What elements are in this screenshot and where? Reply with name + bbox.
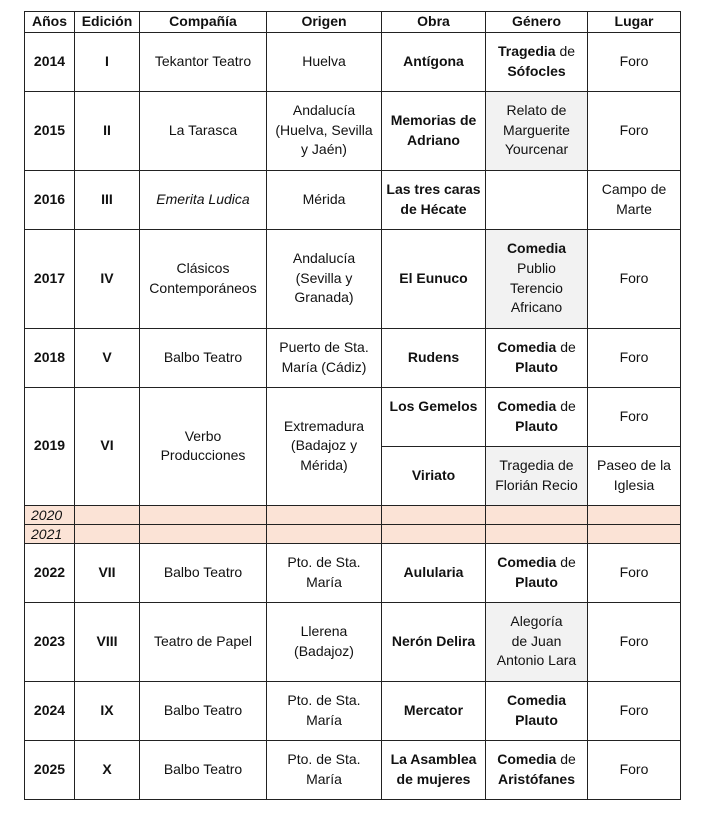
table-row bbox=[25, 740, 681, 799]
origin-cell: Andalucía (Huelva, Sevilla y Jaén) bbox=[267, 91, 382, 170]
year-cell: 2017 bbox=[25, 229, 75, 328]
work-cell: Viriato bbox=[382, 446, 486, 505]
festival-editions-table bbox=[24, 11, 681, 800]
place-cell: Foro bbox=[588, 602, 681, 681]
table-row bbox=[25, 229, 681, 328]
empty-cell bbox=[75, 524, 140, 543]
place-cell: Foro bbox=[588, 740, 681, 799]
company-cell: Balbo Teatro bbox=[140, 740, 267, 799]
table-row bbox=[25, 387, 681, 446]
empty-cell bbox=[486, 524, 588, 543]
table-row bbox=[25, 328, 681, 387]
empty-cell bbox=[486, 505, 588, 524]
company-cell: Balbo Teatro bbox=[140, 681, 267, 740]
table-row bbox=[25, 32, 681, 91]
edition-cell: II bbox=[75, 91, 140, 170]
origin-cell: Pto. de Sta. María bbox=[267, 681, 382, 740]
genre-cell: Comedia Plauto bbox=[486, 681, 588, 740]
year-cell: 2016 bbox=[25, 170, 75, 229]
genre-cell: Comedia de Plauto bbox=[486, 543, 588, 602]
place-cell: Foro bbox=[588, 91, 681, 170]
work-cell: Las tres caras de Hécate bbox=[382, 170, 486, 229]
year-cell: 2018 bbox=[25, 328, 75, 387]
header-row bbox=[25, 12, 681, 33]
edition-cell: V bbox=[75, 328, 140, 387]
empty-cell bbox=[382, 524, 486, 543]
edition-cell: III bbox=[75, 170, 140, 229]
place-cell: Foro bbox=[588, 328, 681, 387]
empty-cell bbox=[382, 505, 486, 524]
genre-cell: Tragedia de Sófocles bbox=[486, 32, 588, 91]
empty-cell bbox=[140, 524, 267, 543]
genre-cell: Comedia de Plauto bbox=[486, 328, 588, 387]
origin-cell: Pto. de Sta. María bbox=[267, 543, 382, 602]
place-cell: Foro bbox=[588, 543, 681, 602]
year-cell: 2022 bbox=[25, 543, 75, 602]
edition-cell: I bbox=[75, 32, 140, 91]
work-cell: Aulularia bbox=[382, 543, 486, 602]
company-cell: Balbo Teatro bbox=[140, 328, 267, 387]
header-origen: Origen bbox=[267, 12, 382, 33]
edition-cell: VII bbox=[75, 543, 140, 602]
empty-cell bbox=[588, 524, 681, 543]
company-cell: Teatro de Papel bbox=[140, 602, 267, 681]
origin-cell: Extremadura (Badajoz y Mérida) bbox=[267, 387, 382, 505]
empty-cell bbox=[267, 505, 382, 524]
year-cell: 2024 bbox=[25, 681, 75, 740]
table-row bbox=[25, 505, 681, 524]
company-cell: Tekantor Teatro bbox=[140, 32, 267, 91]
company-cell: Clásicos Contemporáneos bbox=[140, 229, 267, 328]
place-cell: Foro bbox=[588, 32, 681, 91]
header-edicion: Edición bbox=[75, 12, 140, 33]
year-cell: 2015 bbox=[25, 91, 75, 170]
origin-cell: Mérida bbox=[267, 170, 382, 229]
header-genero: Género bbox=[486, 12, 588, 33]
year-cell: 2021 bbox=[25, 524, 75, 543]
work-cell: Memorias de Adriano bbox=[382, 91, 486, 170]
year-cell: 2023 bbox=[25, 602, 75, 681]
work-cell: Nerón Delira bbox=[382, 602, 486, 681]
origin-cell: Puerto de Sta. María (Cádiz) bbox=[267, 328, 382, 387]
edition-cell: X bbox=[75, 740, 140, 799]
table-row bbox=[25, 524, 681, 543]
table-row bbox=[25, 170, 681, 229]
genre-cell: Comedia Publio Terencio Africano bbox=[486, 229, 588, 328]
header-compania: Compañía bbox=[140, 12, 267, 33]
edition-cell: VIII bbox=[75, 602, 140, 681]
year-cell: 2019 bbox=[25, 387, 75, 505]
place-cell: Campo de Marte bbox=[588, 170, 681, 229]
work-cell: Rudens bbox=[382, 328, 486, 387]
edition-cell: IX bbox=[75, 681, 140, 740]
genre-cell: Relato de Marguerite Yourcenar bbox=[486, 91, 588, 170]
empty-cell bbox=[75, 505, 140, 524]
header-lugar: Lugar bbox=[588, 12, 681, 33]
table-row bbox=[25, 91, 681, 170]
company-cell: Emerita Ludica bbox=[140, 170, 267, 229]
origin-cell: Huelva bbox=[267, 32, 382, 91]
origin-cell: Llerena (Badajoz) bbox=[267, 602, 382, 681]
origin-cell: Pto. de Sta. María bbox=[267, 740, 382, 799]
genre-cell: Comedia de Aristófanes bbox=[486, 740, 588, 799]
company-cell: Verbo Producciones bbox=[140, 387, 267, 505]
edition-cell: VI bbox=[75, 387, 140, 505]
place-cell: Paseo de la Iglesia bbox=[588, 446, 681, 505]
place-cell: Foro bbox=[588, 681, 681, 740]
empty-cell bbox=[588, 505, 681, 524]
work-cell: La Asamblea de mujeres bbox=[382, 740, 486, 799]
work-cell: Los Gemelos bbox=[382, 387, 486, 446]
work-cell: Mercator bbox=[382, 681, 486, 740]
year-cell: 2014 bbox=[25, 32, 75, 91]
table-row bbox=[25, 543, 681, 602]
empty-cell bbox=[140, 505, 267, 524]
genre-cell: Tragedia de Florián Recio bbox=[486, 446, 588, 505]
work-cell: El Eunuco bbox=[382, 229, 486, 328]
genre-cell: Comedia de Plauto bbox=[486, 387, 588, 446]
origin-cell: Andalucía (Sevilla y Granada) bbox=[267, 229, 382, 328]
year-cell: 2020 bbox=[25, 505, 75, 524]
edition-cell: IV bbox=[75, 229, 140, 328]
company-cell: La Tarasca bbox=[140, 91, 267, 170]
header-obra: Obra bbox=[382, 12, 486, 33]
place-cell: Foro bbox=[588, 387, 681, 446]
empty-cell bbox=[267, 524, 382, 543]
place-cell: Foro bbox=[588, 229, 681, 328]
header-anos: Años bbox=[25, 12, 75, 33]
company-cell: Balbo Teatro bbox=[140, 543, 267, 602]
table-row bbox=[25, 681, 681, 740]
work-cell: Antígona bbox=[382, 32, 486, 91]
genre-cell: Alegoría de Juan Antonio Lara bbox=[486, 602, 588, 681]
table-row bbox=[25, 602, 681, 681]
genre-cell bbox=[486, 170, 588, 229]
year-cell: 2025 bbox=[25, 740, 75, 799]
